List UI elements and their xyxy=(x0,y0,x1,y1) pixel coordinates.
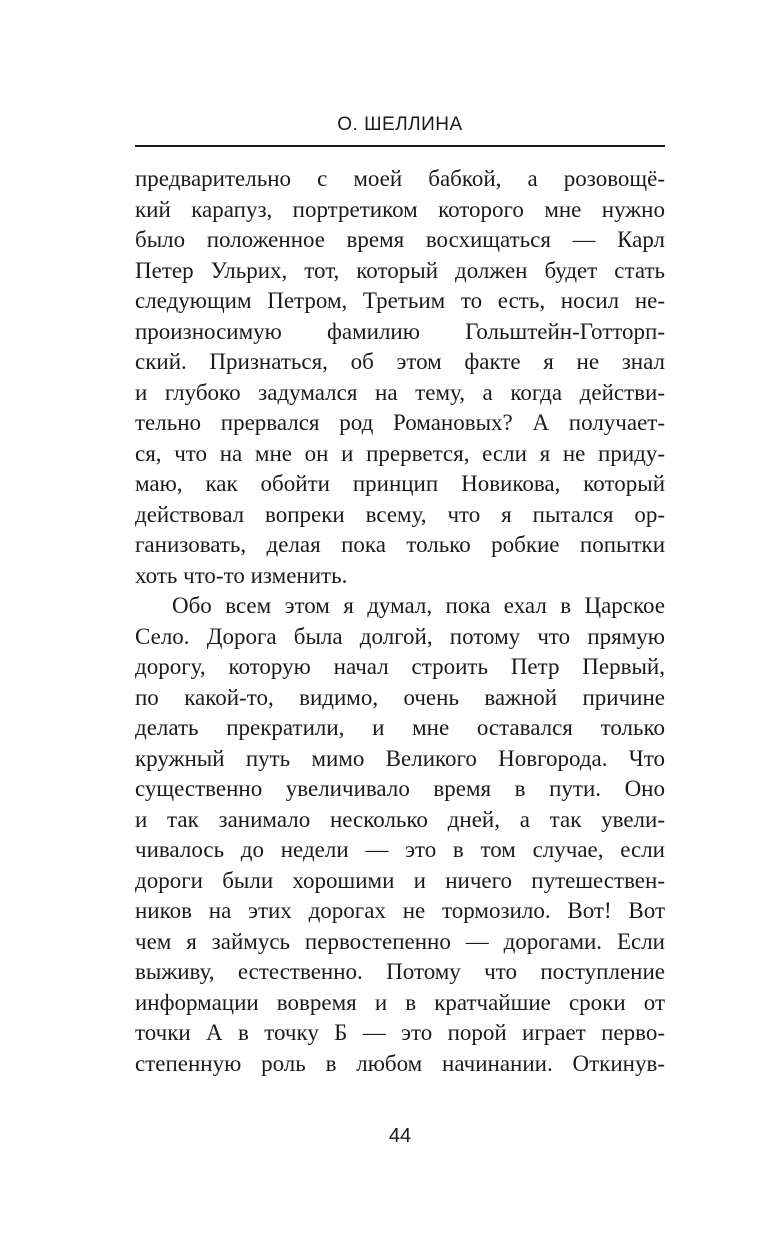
text-line: дороги были хорошими и ничего путешествен- xyxy=(135,867,665,893)
text-line: ников на этих дорогах не тормозило. Вот! Вот xyxy=(135,898,665,923)
text-line: чем я займусь первостепенно — дорогами. Если xyxy=(135,928,665,954)
text-line: тельно прервался род Романовых? А получает- xyxy=(135,410,665,435)
text-line: действовал вопреки всему, что я пытался ор- xyxy=(135,501,665,527)
text-line: делать прекратили, и мне оставался только xyxy=(135,715,665,740)
paragraph xyxy=(135,164,665,591)
text-line: следующим Петром, Третьим то есть, носил не- xyxy=(135,288,665,313)
text-line: существенно увеличивало время в пути. Оно xyxy=(135,776,665,801)
text-line: произносимую фамилию Гольштейн-Готторп- xyxy=(135,318,665,344)
text-line: и глубоко задумался на тему, а когда действи- xyxy=(135,379,665,405)
text-line: было положенное время восхищаться — Карл xyxy=(135,227,665,252)
text-line: хоть что-то изменить. xyxy=(135,562,348,588)
text-line: кружный путь мимо Великого Новгорода. Что xyxy=(135,745,665,771)
text-line: и так занимало несколько дней, а так увели- xyxy=(135,806,665,832)
text-line: предварительно с моей бабкой, а розовощё- xyxy=(135,166,665,191)
text-line: ганизовать, делая пока только робкие попытки xyxy=(135,532,665,557)
page-body xyxy=(135,164,665,1079)
text-line: ский. Признаться, об этом факте я не знал xyxy=(135,349,665,374)
text-line: ся, что на мне он и прервется, если я не приду- xyxy=(135,440,665,466)
text-line: степенную роль в любом начинании. Откинув- xyxy=(135,1050,665,1076)
running-header: О. ШЕЛЛИНА xyxy=(337,114,463,135)
text-line: чивалось до недели — это в том случае, если xyxy=(135,837,665,862)
paragraph xyxy=(135,591,665,1079)
text-line: выживу, естественно. Потому что поступление xyxy=(135,959,665,984)
text-line: информации вовремя и в кратчайшие сроки от xyxy=(135,989,665,1015)
text-line: точки А в точку Б — это порой играет перво- xyxy=(135,1020,665,1045)
text-line: Петер Ульрих, тот, который должен будет стать xyxy=(135,257,665,283)
text-line: по какой-то, видимо, очень важной причине xyxy=(135,684,665,710)
text-line: Село. Дорога была долгой, потому что прямую xyxy=(135,623,665,649)
text-line: кий карапуз, портретиком которого мне нужно xyxy=(135,196,665,222)
text-line: дорогу, которую начал строить Петр Первый, xyxy=(135,654,665,679)
text-line: Обо всем этом я думал, пока ехал в Царское xyxy=(172,593,665,618)
page-number: 44 xyxy=(388,1125,412,1147)
header-rule xyxy=(135,145,665,147)
text-line: маю, как обойти принцип Новикова, который xyxy=(135,471,665,496)
